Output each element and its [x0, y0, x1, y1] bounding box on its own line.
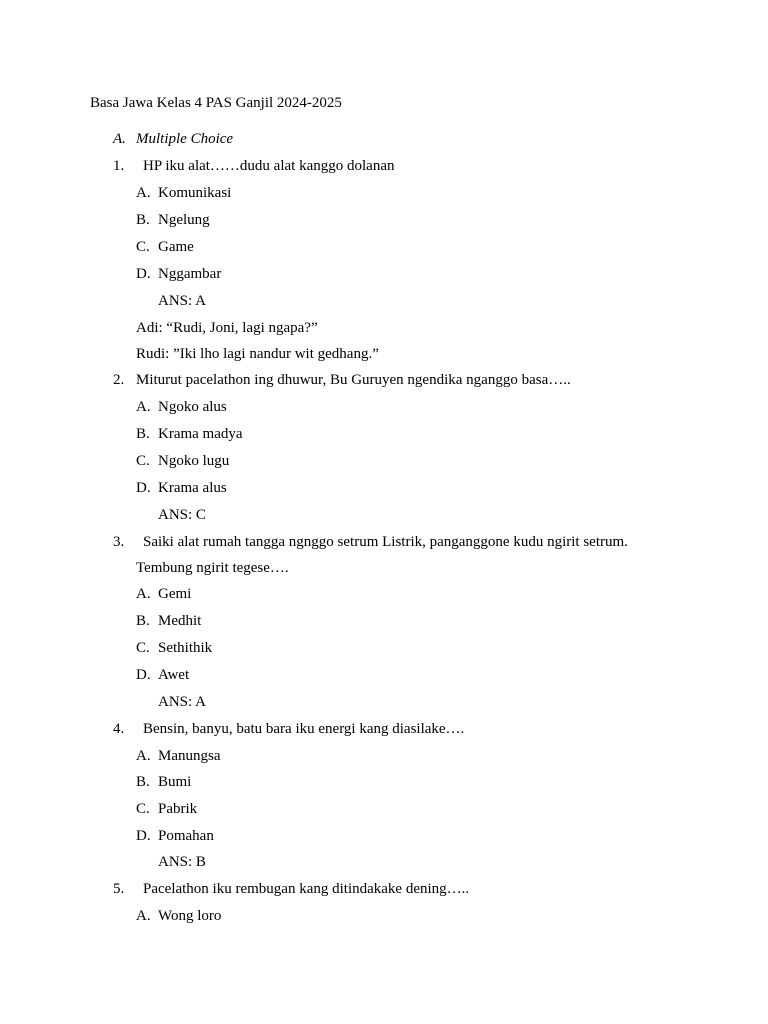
q2-answer: ANS: C [158, 507, 206, 523]
document-title: Basa Jawa Kelas 4 PAS Ganjil 2024-2025 [90, 95, 342, 111]
q1-option-c: Game [158, 239, 194, 255]
q4-option-a-letter: A. [136, 748, 151, 764]
q3-option-a: Gemi [158, 586, 192, 602]
q3-option-c: Sethithik [158, 640, 213, 656]
q1-option-b-letter: B. [136, 212, 150, 228]
question-5-number: 5. [113, 881, 125, 897]
question-4-number: 4. [113, 721, 125, 737]
q2-option-a-letter: A. [136, 399, 151, 415]
q3-option-d: Awet [158, 667, 190, 683]
question-3-text: Saiki alat rumah tangga ngnggo setrum Listrik, panganggone kudu ngirit setrum. [143, 534, 628, 550]
q4-option-b: Bumi [158, 774, 192, 790]
q4-answer: ANS: B [158, 854, 206, 870]
q4-option-b-letter: B. [136, 774, 150, 790]
question-2-number: 2. [113, 372, 125, 388]
q4-option-d-letter: D. [136, 828, 151, 844]
dialog-line-2: Rudi: ”Iki lho lagi nandur wit gedhang.” [136, 346, 379, 362]
q1-option-a-letter: A. [136, 185, 151, 201]
q1-option-d-letter: D. [136, 266, 151, 282]
q1-answer: ANS: A [158, 293, 206, 309]
section-letter: A. [113, 131, 126, 147]
q3-option-c-letter: C. [136, 640, 150, 656]
q1-option-b: Ngelung [158, 212, 210, 228]
q4-option-d: Pomahan [158, 828, 214, 844]
q2-option-d: Krama alus [158, 480, 227, 496]
q3-answer: ANS: A [158, 694, 206, 710]
question-2-text: Miturut pacelathon ing dhuwur, Bu Guruyen ngendika nganggo basa….. [136, 372, 571, 388]
dialog-line-1: Adi: “Rudi, Joni, lagi ngapa?” [136, 320, 318, 336]
q2-option-d-letter: D. [136, 480, 151, 496]
q5-option-a-letter: A. [136, 908, 151, 924]
q1-option-d: Nggambar [158, 266, 222, 282]
q3-option-a-letter: A. [136, 586, 151, 602]
question-4-text: Bensin, banyu, batu bara iku energi kang diasilake…. [143, 721, 465, 737]
q3-option-b-letter: B. [136, 613, 150, 629]
section-heading: Multiple Choice [136, 131, 234, 147]
question-5-text: Pacelathon iku rembugan kang ditindakake dening….. [143, 881, 470, 897]
q2-option-b: Krama madya [158, 426, 243, 442]
q4-option-c: Pabrik [158, 801, 198, 817]
question-3-number: 3. [113, 534, 125, 550]
q3-option-b: Medhit [158, 613, 202, 629]
q5-option-a: Wong loro [158, 908, 222, 924]
q1-option-c-letter: C. [136, 239, 150, 255]
q1-option-a: Komunikasi [158, 185, 232, 201]
q2-option-b-letter: B. [136, 426, 150, 442]
q4-option-a: Manungsa [158, 748, 221, 764]
q2-option-a: Ngoko alus [158, 399, 227, 415]
q4-option-c-letter: C. [136, 801, 150, 817]
question-1-number: 1. [113, 158, 125, 174]
question-3-text-continued: Tembung ngirit tegese…. [136, 560, 289, 576]
q2-option-c: Ngoko lugu [158, 453, 230, 469]
q2-option-c-letter: C. [136, 453, 150, 469]
q3-option-d-letter: D. [136, 667, 151, 683]
question-1-text: HP iku alat……dudu alat kanggo dolanan [143, 158, 395, 174]
